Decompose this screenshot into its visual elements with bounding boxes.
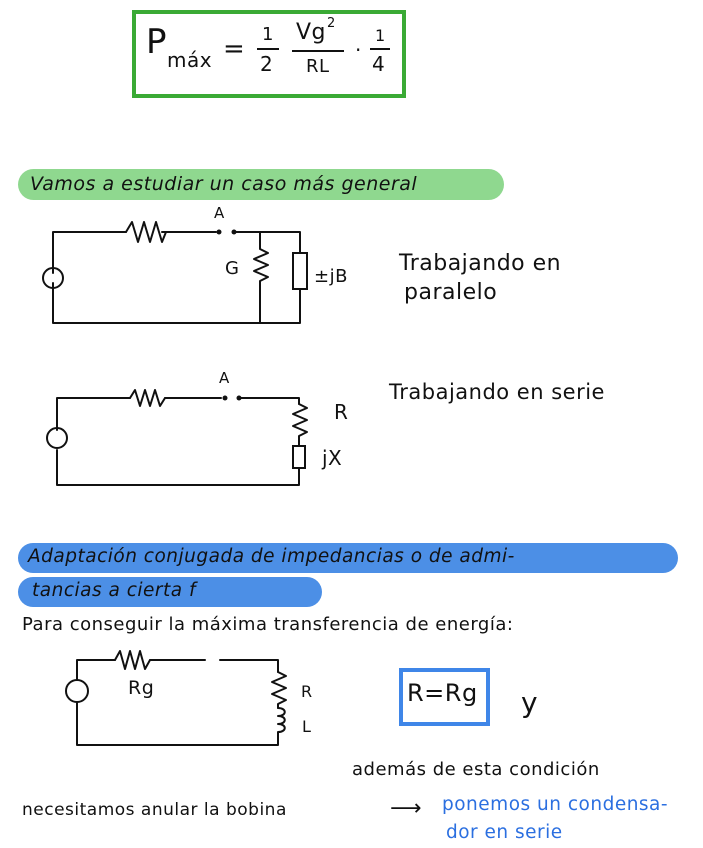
formula-vg-exponent: 2 <box>327 16 336 31</box>
parallel-wire-bottom <box>53 283 300 323</box>
series-circuit-diagram <box>45 370 365 495</box>
section-general-heading: Vamos a estudiar un caso más general <box>30 173 418 195</box>
formula-quarter-bar <box>370 48 390 50</box>
condition-and: y <box>521 686 539 719</box>
section-adaptation-heading-line1: Adaptación conjugada de impedancias o de admi- <box>28 546 515 567</box>
series-node-dot-1 <box>223 396 228 401</box>
series-wire-bottom <box>57 450 299 485</box>
rg-source-icon <box>66 680 88 702</box>
formula-dot: · <box>355 38 362 62</box>
formula-vg: Vg <box>296 20 327 45</box>
series-r-element <box>293 404 307 446</box>
parallel-node-label: A <box>214 204 225 222</box>
rg-r-label: R <box>301 682 313 701</box>
series-wire-left-top <box>57 398 130 430</box>
formula-half-bar <box>257 48 279 50</box>
section-adaptation-heading-line2: tancias a cierta f <box>32 580 196 601</box>
parallel-wire-right-top <box>234 232 300 253</box>
series-jx-label: jX <box>322 446 343 470</box>
rg-l-label: L <box>302 717 312 736</box>
conclusion-text: necesitamos anular la bobina <box>22 800 287 820</box>
conclusion-blue-line2: dor en serie <box>446 822 563 843</box>
rg-wire-left-top <box>77 660 115 680</box>
parallel-jb-label: ±jB <box>314 266 348 287</box>
rg-label: Rg <box>128 677 155 699</box>
formula-equals: = <box>223 34 246 64</box>
series-node-label: A <box>219 369 230 387</box>
rg-resistor <box>115 651 150 669</box>
series-note: Trabajando en serie <box>389 380 605 404</box>
parallel-source-resistor <box>126 222 166 242</box>
rg-circuit-diagram <box>60 640 320 755</box>
formula-half-denominator: 2 <box>260 52 274 76</box>
conclusion-blue-line1: ponemos un condensa- <box>442 794 669 815</box>
parallel-note-line2: paralelo <box>404 280 498 305</box>
formula-p-subscript: máx <box>167 48 213 72</box>
section-adaptation-subtitle: Para conseguir la máxima transferencia de energía: <box>22 614 514 635</box>
parallel-note-line1: Trabajando en <box>399 251 562 276</box>
formula-half-numerator: 1 <box>262 24 274 45</box>
parallel-g-label: G <box>225 258 240 279</box>
condition-extra: además de esta condición <box>352 759 600 780</box>
series-node-dot-2 <box>237 396 242 401</box>
series-jx-element <box>293 446 305 468</box>
series-wire-right-top <box>239 398 299 404</box>
formula-p: P <box>146 22 168 62</box>
formula-rl: RL <box>306 56 330 77</box>
series-r-label: R <box>334 400 349 424</box>
parallel-node-dot-1 <box>217 230 222 235</box>
parallel-wire-left-top <box>53 232 126 273</box>
rg-l-element <box>77 702 285 745</box>
series-source-resistor <box>130 390 165 406</box>
rg-r-element <box>272 672 286 708</box>
conclusion-arrow: ⟶ <box>390 796 423 821</box>
parallel-jb-element <box>293 253 307 289</box>
parallel-g-element <box>254 232 268 323</box>
formula-vg-bar <box>292 50 344 52</box>
rg-wire-right-top <box>220 660 278 672</box>
condition-equation: R=Rg <box>407 679 478 707</box>
parallel-node-dot-2 <box>232 230 237 235</box>
formula-quarter-denominator: 4 <box>372 52 386 76</box>
formula-quarter-numerator: 1 <box>375 26 386 45</box>
